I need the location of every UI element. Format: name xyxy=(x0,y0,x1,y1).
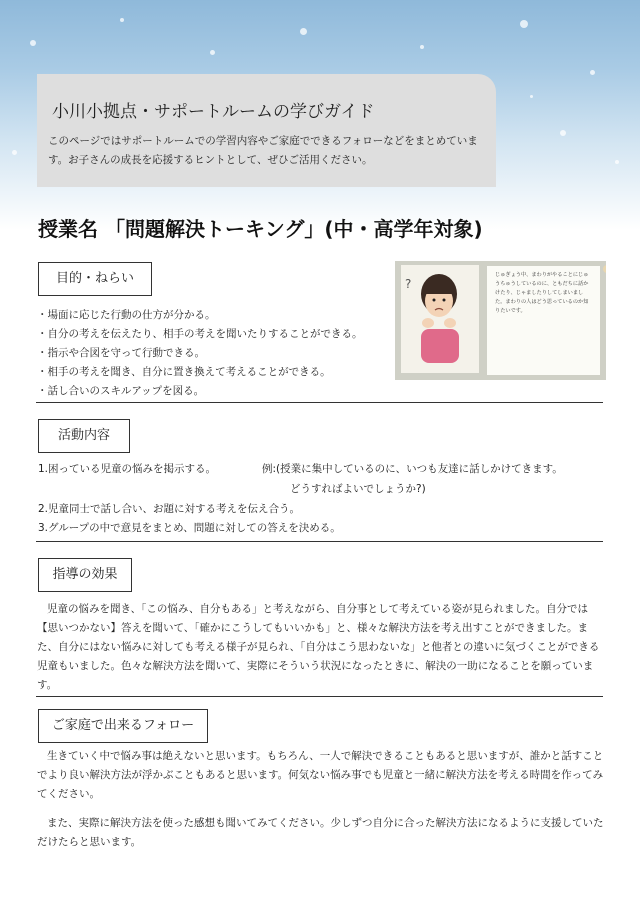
activity-example: 例:(授業に集中しているのに、いつも友達に話しかけてきます。 xyxy=(262,463,563,475)
snowflake xyxy=(12,150,17,155)
section-divider xyxy=(36,402,603,403)
snowflake xyxy=(590,70,595,75)
activity-item: 2.児童同士で話し合い、お題に対する考えを伝え合う。 xyxy=(38,503,301,515)
goals-heading: 目的・ねらい xyxy=(38,262,152,296)
section-divider xyxy=(36,541,603,542)
goal-item: ・話し合いのスキルアップを図る。 xyxy=(37,385,205,397)
effects-text: 児童の悩みを聞き、「この悩み、自分もある」と考えながら、自分事として考えている姿が見られました。自分では【思いつかない】答えを聞いて、「確かにこうしてもいいかも」と、様々な解決方法を考え出すことができました。また、自分にはない悩みに対しても考える様子が見られ、「自分はこう思わないな」と他者との違いに気づくことができる児童もいました。色々な解決方法を聞いて、実際にそういう状況になったときに、解決の一助になることを願っています。 xyxy=(37,603,600,691)
snowflake xyxy=(120,18,124,22)
goal-item: ・相手の考えを聞き、自分に置き換えて考えることができる。 xyxy=(37,366,331,378)
photo-board-text: じゅぎょう中、まわりがやることにじゅうちゅうしているのに、ともだちに話かけたり、じゃましたりしてしまいました。まわりの人はどう思っているのか知りたいです。 xyxy=(495,272,589,314)
goal-item: ・自分の考えを伝えたり、相手の考えを聞いたりすることができる。 xyxy=(37,328,363,340)
snowflake xyxy=(420,45,424,49)
svg-text:?: ? xyxy=(405,277,412,291)
snowflake xyxy=(615,160,619,164)
activity-example-cont: どうすればよいでしょうか?) xyxy=(290,483,426,495)
banner-description: このページではサポートルームでの学習内容やご家庭でできるフォローなどをまとめています。お子さんの成長を応援するヒントとして、ぜひご活用ください。 xyxy=(48,135,478,166)
home-heading: ご家庭で出来るフォロー xyxy=(38,709,208,743)
snowflake xyxy=(530,95,533,98)
classroom-photo xyxy=(395,261,606,380)
snowflake xyxy=(210,50,215,55)
goal-item: ・場面に応じた行動の仕方が分かる。 xyxy=(37,309,216,321)
section-divider xyxy=(36,696,603,697)
activity-item: 1.困っている児童の悩みを掲示する。 xyxy=(38,463,217,475)
snowflake xyxy=(300,28,307,35)
activity-item: 3.グループの中で意見をまとめ、問題に対しての答えを決める。 xyxy=(38,522,341,534)
home-paragraph: 生きていく中で悩み事は絶えないと思います。もちろん、一人で解決できることもあると思いますが、誰かと話すことでより良い解決方法が浮かぶこともあると思います。何気ない悩み事でも児童と一緒に解決方法を考える時間を作ってみてください。 xyxy=(37,750,604,800)
effects-heading: 指導の効果 xyxy=(38,558,132,592)
banner-title: 小川小拠点・サポートルームの学びガイド xyxy=(52,102,375,122)
activities-heading: 活動内容 xyxy=(38,419,130,453)
snowflake xyxy=(560,130,566,136)
snowflake xyxy=(520,20,528,28)
goal-item: ・指示や合図を守って行動できる。 xyxy=(37,347,205,359)
intro-banner xyxy=(37,74,496,187)
snowflake xyxy=(30,40,36,46)
home-paragraph: また、実際に解決方法を使った感想も聞いてみてください。少しずつ自分に合った解決方法になるように支援していただけたらと思います。 xyxy=(37,817,604,848)
page-title: 授業名 「問題解決トーキング」(中・高学年対象) xyxy=(38,217,483,241)
